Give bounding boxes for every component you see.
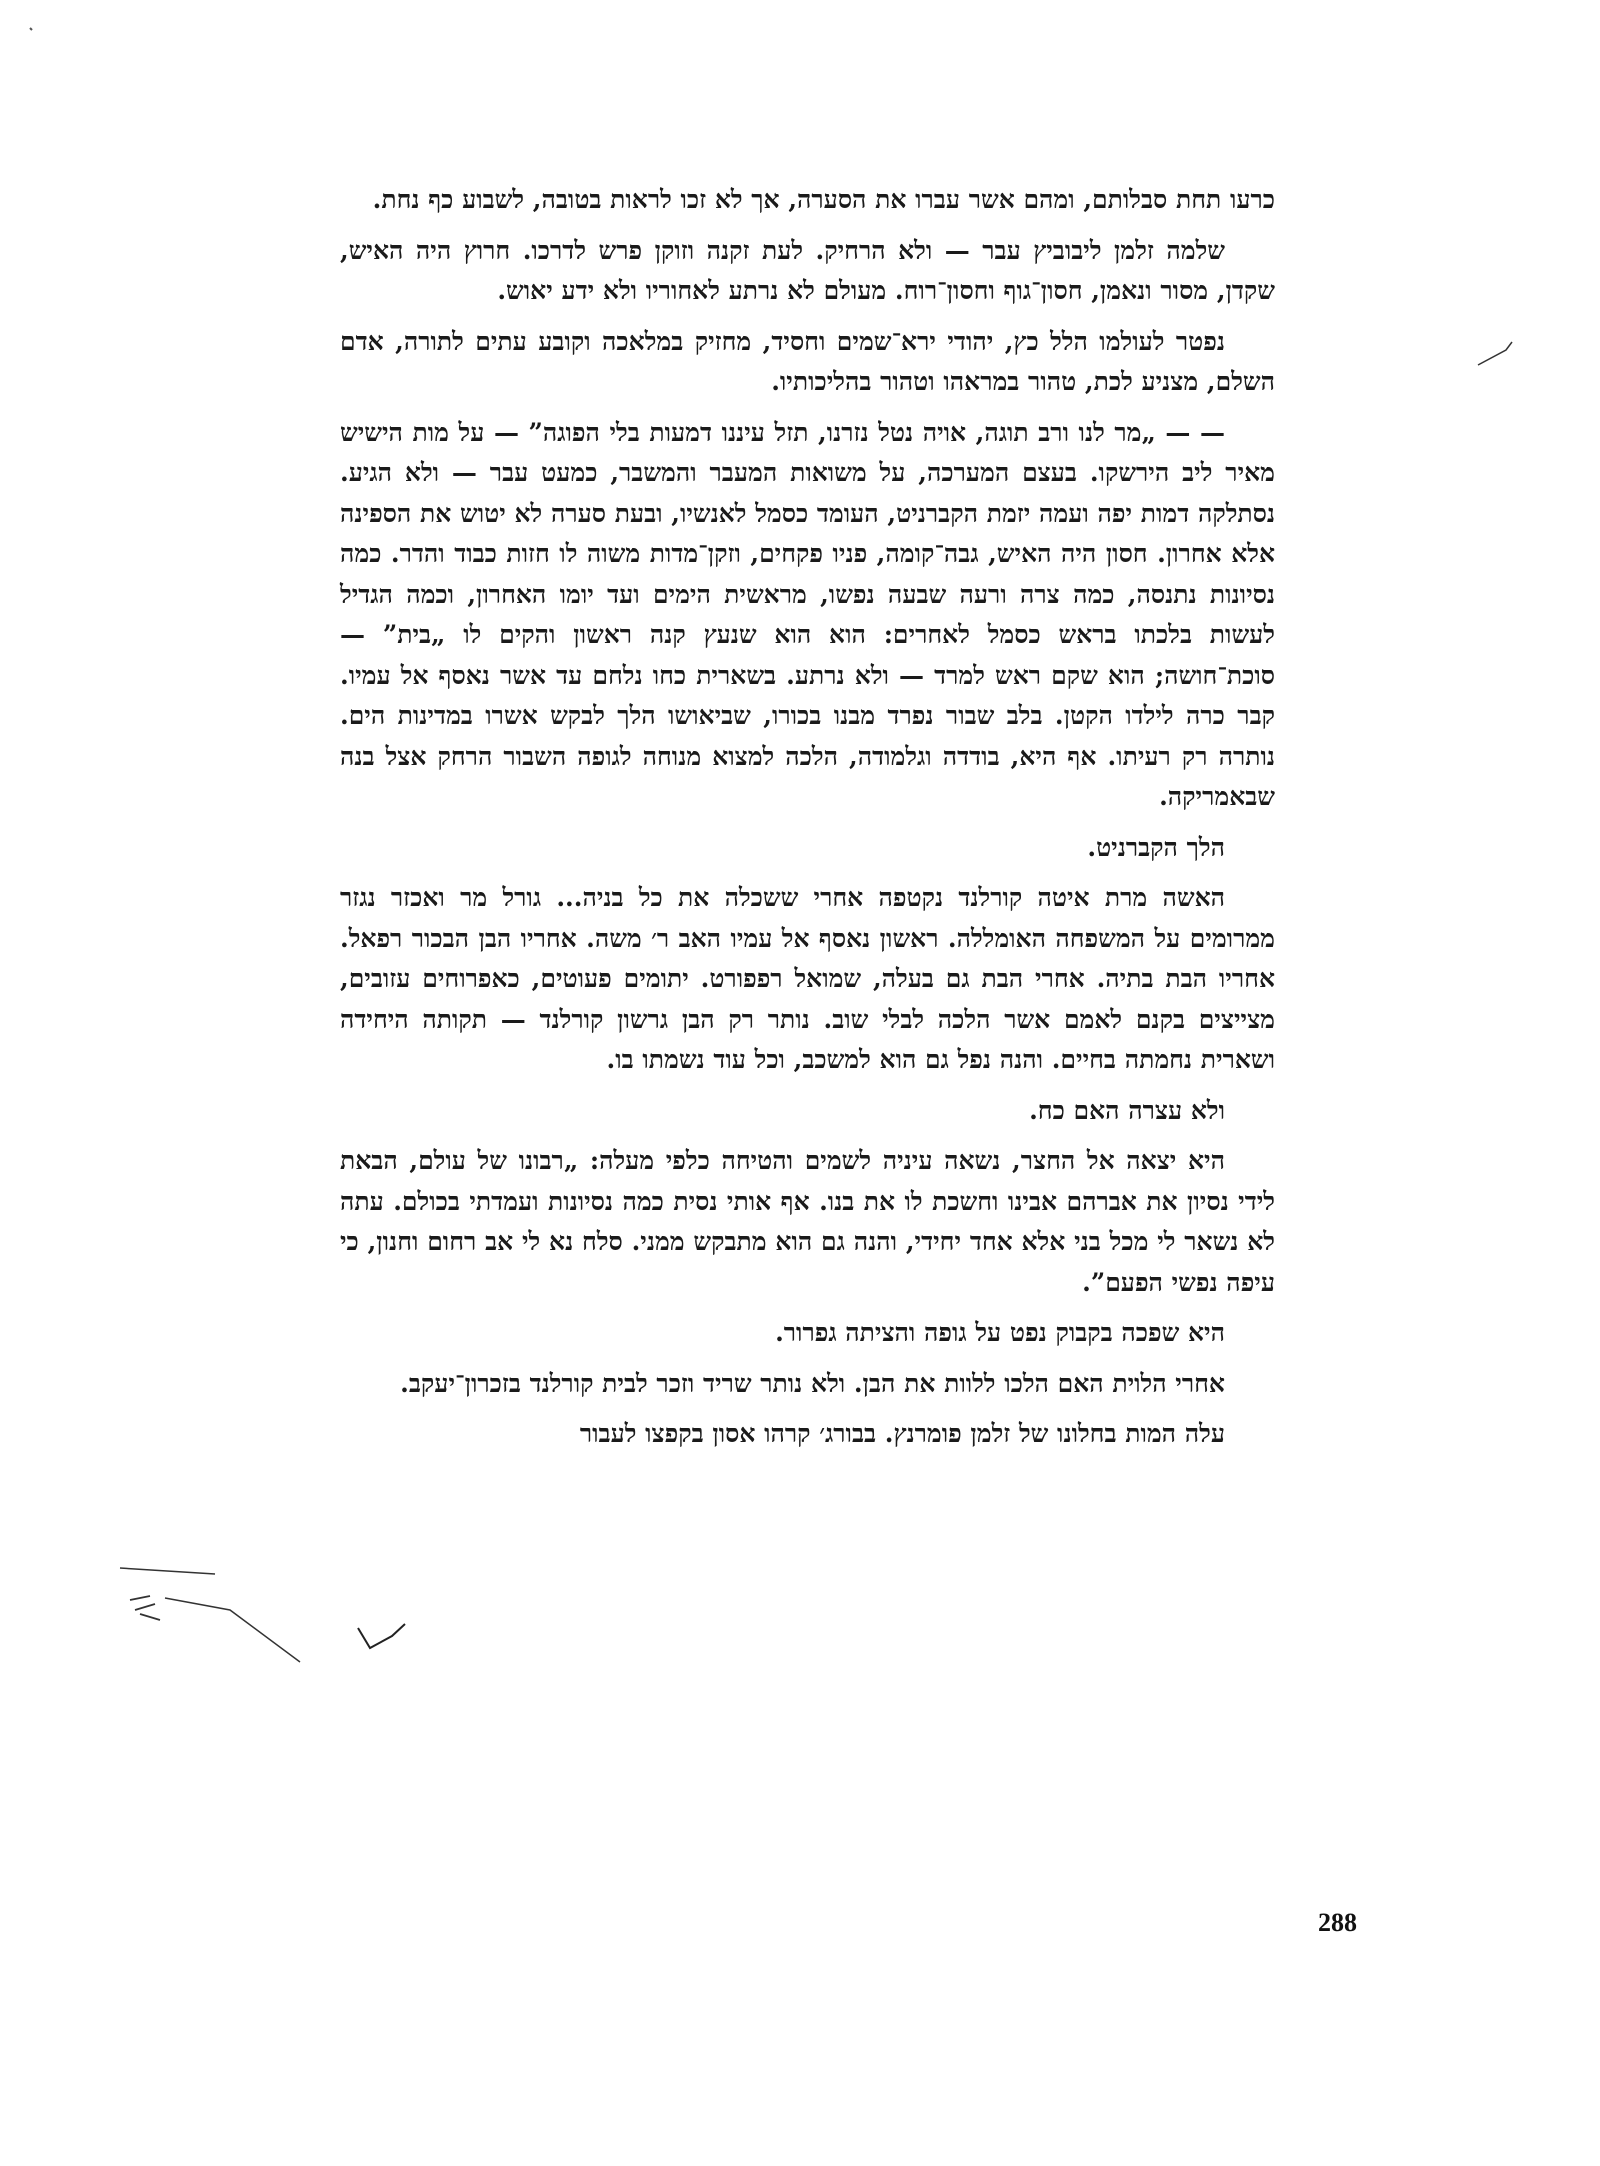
paragraph-2: שלמה זלמן ליבוביץ עבר — ולא הרחיק. לעת זקנה וזוקן פרש לדרכו. חרוץ היה האיש, שקדן, מסור ונאמן, חסון־גוף וחסון־רוח. מעולם לא נרתע לאחוריו ולא ידע יאוש. (340, 235, 1275, 305)
margin-scribble-mark (130, 1596, 160, 1620)
paragraph-3: נפטר לעולמו הלל כץ, יהודי ירא־שמים וחסיד, מחזיק במלאכה וקובע עתים לתורה, אדם השלם, מצניע לכת, טהור במראהו וטהור בהליכותיו. (340, 326, 1275, 396)
paragraph-8: היא יצאה אל החצר, נשאה עיניה לשמים והטיחה כלפי מעלה: „רבונו של עולם, הבאת לידי נסיון את אברהם אבינו וחשכת לו את בנו. אף אותי נסית כמה נסיונות ועמדתי בכולם. עתה לא נשאר לי מכל בני אלא אחד יחידי, והנה גם הוא מתבקש ממני. סלח נא לי אב רחום וחנון, כי עיפה נפשי הפעם”. (340, 1146, 1275, 1297)
document-page (340, 180, 1275, 1465)
margin-dot (30, 28, 32, 30)
paragraph-10: אחרי הלוית האם הלכו ללוות את הבן. ולא נותר שריד וזכר לבית קורלנד בזכרון־יעקב. (400, 1368, 1225, 1398)
page-number: 288 (1318, 1908, 1357, 1937)
margin-scribble-line-1 (120, 1568, 215, 1574)
margin-scribble-line-2 (165, 1598, 300, 1662)
check-mark (358, 1624, 405, 1648)
paragraph-7: ולא עצרה האם כח. (1029, 1095, 1225, 1125)
paragraph-11: עלה המות בחלונו של זלמן פומרנץ. בבורג׳ קרהו אסון בקפצו לעבור (579, 1419, 1225, 1448)
margin-tick-mark (1478, 342, 1512, 365)
paragraph-9: היא שפכה בקבוק נפט על גופה והציתה גפרור. (775, 1318, 1225, 1347)
paragraph-5: הלך הקברניט. (1087, 832, 1225, 862)
paragraph-1: כרעו תחת סבלותם, ומהם אשר עברו את הסערה, אך לא זכו לראות בטובה, לשבוע כף נחת. (372, 185, 1275, 214)
paragraph-4: — — „מר לנו ורב תוגה, אויה נטל נזרנו, תזל עיננו דמעות בלי הפוגה” — על מות הישיש מאיר ליב הירשקו. בעצם המערכה, על משואות המעבר והמשבר, כמעט עבר — ולא הגיע. נסתלקה דמות יפה ועמה יזמת הקברניט, העומד כסמל לאנשיו, ובעת סערה לא יטוש את הספינה אלא אחרון. חסון היה האיש, גבה־קומה, פניו פקחים, וזקן־מדות משוה לו חזות כבוד והדר. כמה נסיונות נתנסה, כמה צרה ורעה שבעה נפשו, מראשית הימים ועד יומו האחרון, וכמה הגדיל לעשות בלכתו בראש כסמל לאחרים: הוא הוא שנעץ קנה ראשון והקים לו „בית” — סוכת־חושה; הוא שקם ראש למרד — ולא נרתע. בשארית כחו נלחם עד אשר נאסף אל עמיו. קבר כרה לילדו הקטן. בלב שבור נפרד מבנו בכורו, שביאושו הלך לבקש אשרו במדינות הים. נותרה רק רעיתו. אף היא, בודדה וגלמודה, הלכה למצוא מנוחה לגופה השבור הרחק אצל בנה שבאמריקה. (340, 417, 1275, 811)
paragraph-6: האשה מרת איטה קורלנד נקטפה אחרי ששכלה את כל בניה... גורל מר ואכזר נגזר ממרומים על המשפחה האומללה. ראשון נאסף אל עמיו האב ר׳ משה. אחריו הבן הבכור רפאל. אחריו הבת בתיה. אחרי הבת גם בעלה, שמואל רפפורט. יתומים פעוטים, כאפרוחים עזובים, מצייצים בקנם לאמם אשר הלכה לבלי שוב. נותר רק הבן גרשון קורלנד — תקותה היחידה ושארית נחמתה בחיים. והנה נפל גם הוא למשכב, וכל עוד נשמתו בו. (340, 883, 1275, 1074)
